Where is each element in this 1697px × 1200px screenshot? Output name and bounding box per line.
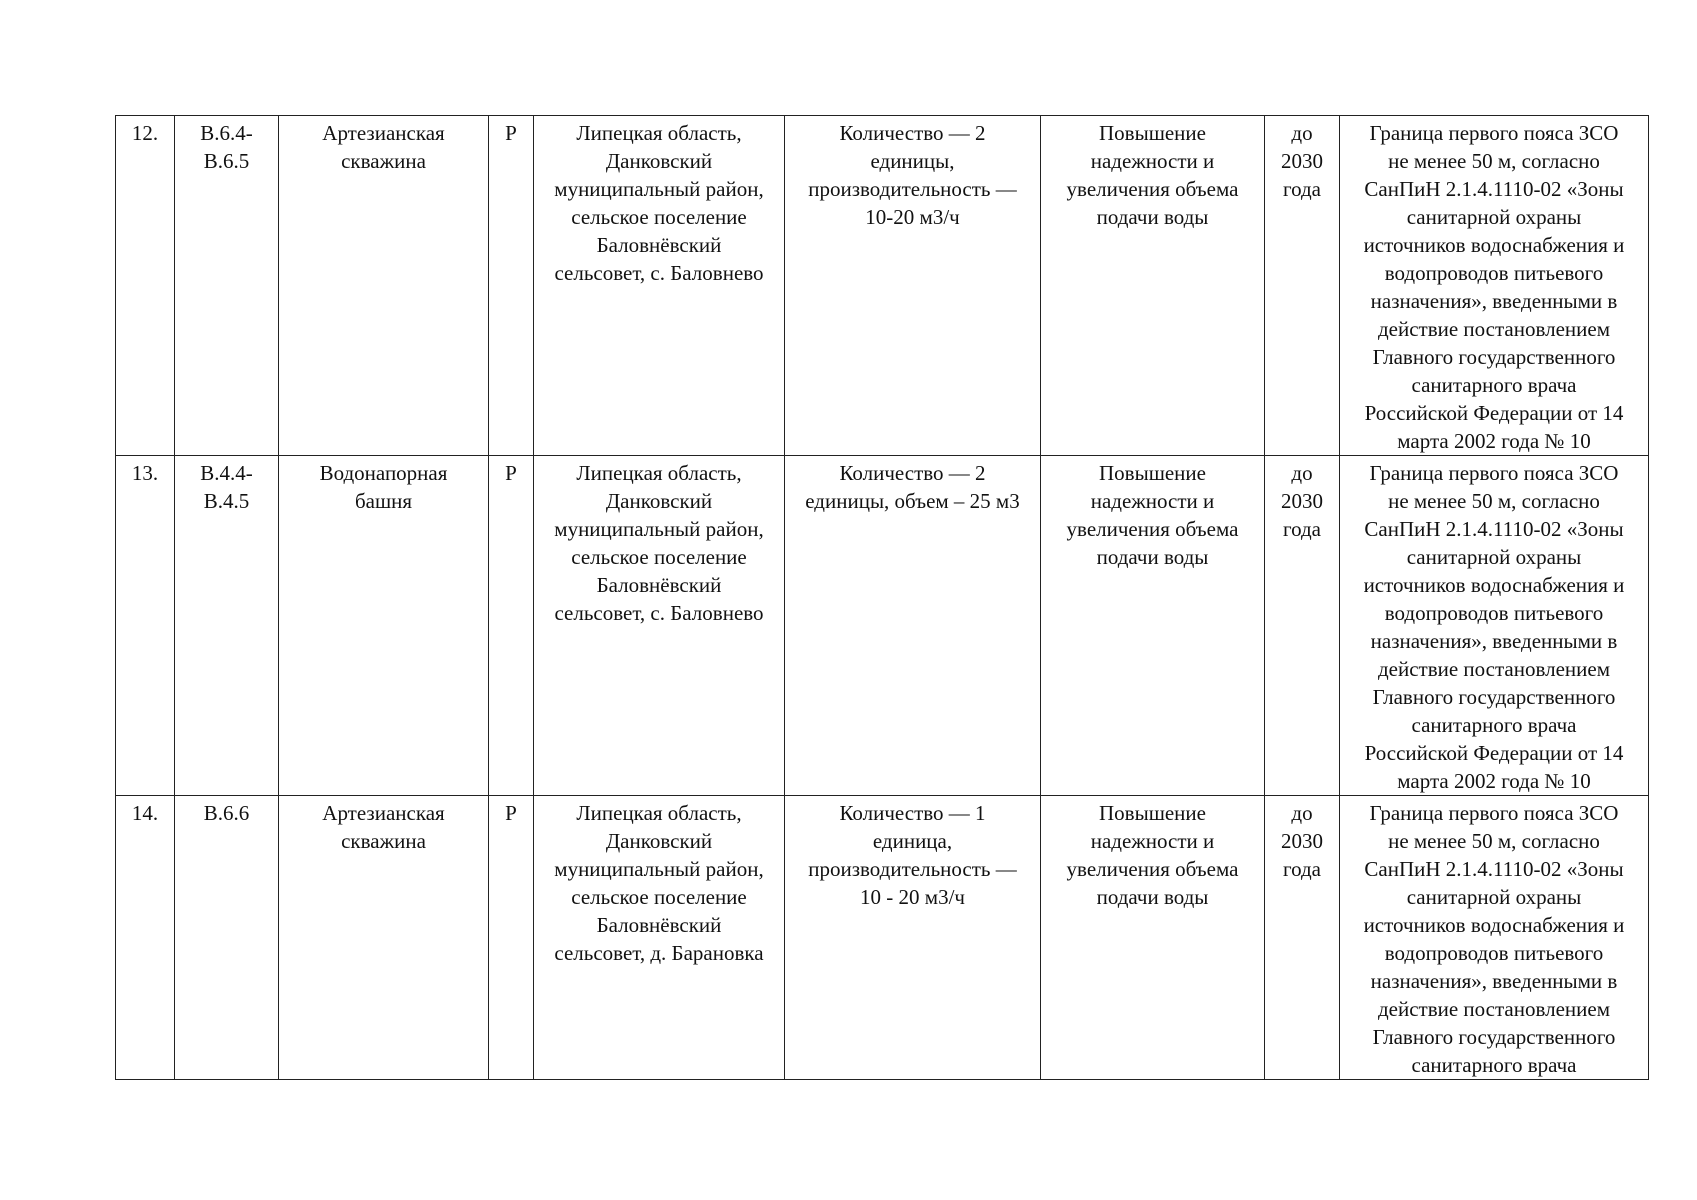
row-number: 13. [116, 456, 175, 796]
object-name: Артезианская скважина [279, 796, 489, 1080]
object-code: В.4.4- В.4.5 [175, 456, 279, 796]
object-characteristics: Количество — 1 единица, производительность — 10 - 20 м3/ч [785, 796, 1041, 1080]
table-row [116, 116, 1649, 456]
table-row [116, 796, 1649, 1080]
protection-zone: Граница первого пояса ЗСО не менее 50 м, согласно СанПиН 2.1.4.1110-02 «Зоны санитарной охраны источников водоснабжения и водопроводов питьевого назначения», введенными в действие постановлением Главного государственного санитарного врача Российской Федерации от 14 марта 2002 года № 10 [1340, 456, 1649, 796]
object-location: Липецкая область, Данковский муниципальный район, сельское поселение Баловнёвский сельсовет, с. Баловнево [534, 456, 785, 796]
row-number: 12. [116, 116, 175, 456]
protection-zone: Граница первого пояса ЗСО не менее 50 м, согласно СанПиН 2.1.4.1110-02 «Зоны санитарной охраны источников водоснабжения и водопроводов питьевого назначения», введенными в действие постановлением Главного государственного санитарного врача [1340, 796, 1649, 1080]
object-deadline: до 2030 года [1265, 116, 1340, 456]
object-location: Липецкая область, Данковский муниципальный район, сельское поселение Баловнёвский сельсовет, с. Баловнево [534, 116, 785, 456]
facilities-table [115, 115, 1649, 1080]
object-location: Липецкая область, Данковский муниципальный район, сельское поселение Баловнёвский сельсовет, д. Барановка [534, 796, 785, 1080]
object-status: Р [489, 116, 534, 456]
protection-zone: Граница первого пояса ЗСО не менее 50 м, согласно СанПиН 2.1.4.1110-02 «Зоны санитарной охраны источников водоснабжения и водопроводов питьевого назначения», введенными в действие постановлением Главного государственного санитарного врача Российской Федерации от 14 марта 2002 года № 10 [1340, 116, 1649, 456]
object-characteristics: Количество — 2 единицы, объем – 25 м3 [785, 456, 1041, 796]
object-deadline: до 2030 года [1265, 456, 1340, 796]
object-purpose: Повышение надежности и увеличения объема подачи воды [1041, 116, 1265, 456]
object-code: В.6.6 [175, 796, 279, 1080]
object-name: Артезианская скважина [279, 116, 489, 456]
object-characteristics: Количество — 2 единицы, производительность — 10-20 м3/ч [785, 116, 1041, 456]
object-purpose: Повышение надежности и увеличения объема подачи воды [1041, 456, 1265, 796]
object-status: Р [489, 796, 534, 1080]
object-code: В.6.4- В.6.5 [175, 116, 279, 456]
object-deadline: до 2030 года [1265, 796, 1340, 1080]
object-purpose: Повышение надежности и увеличения объема подачи воды [1041, 796, 1265, 1080]
table-row [116, 456, 1649, 796]
object-name: Водонапорная башня [279, 456, 489, 796]
row-number: 14. [116, 796, 175, 1080]
object-status: Р [489, 456, 534, 796]
